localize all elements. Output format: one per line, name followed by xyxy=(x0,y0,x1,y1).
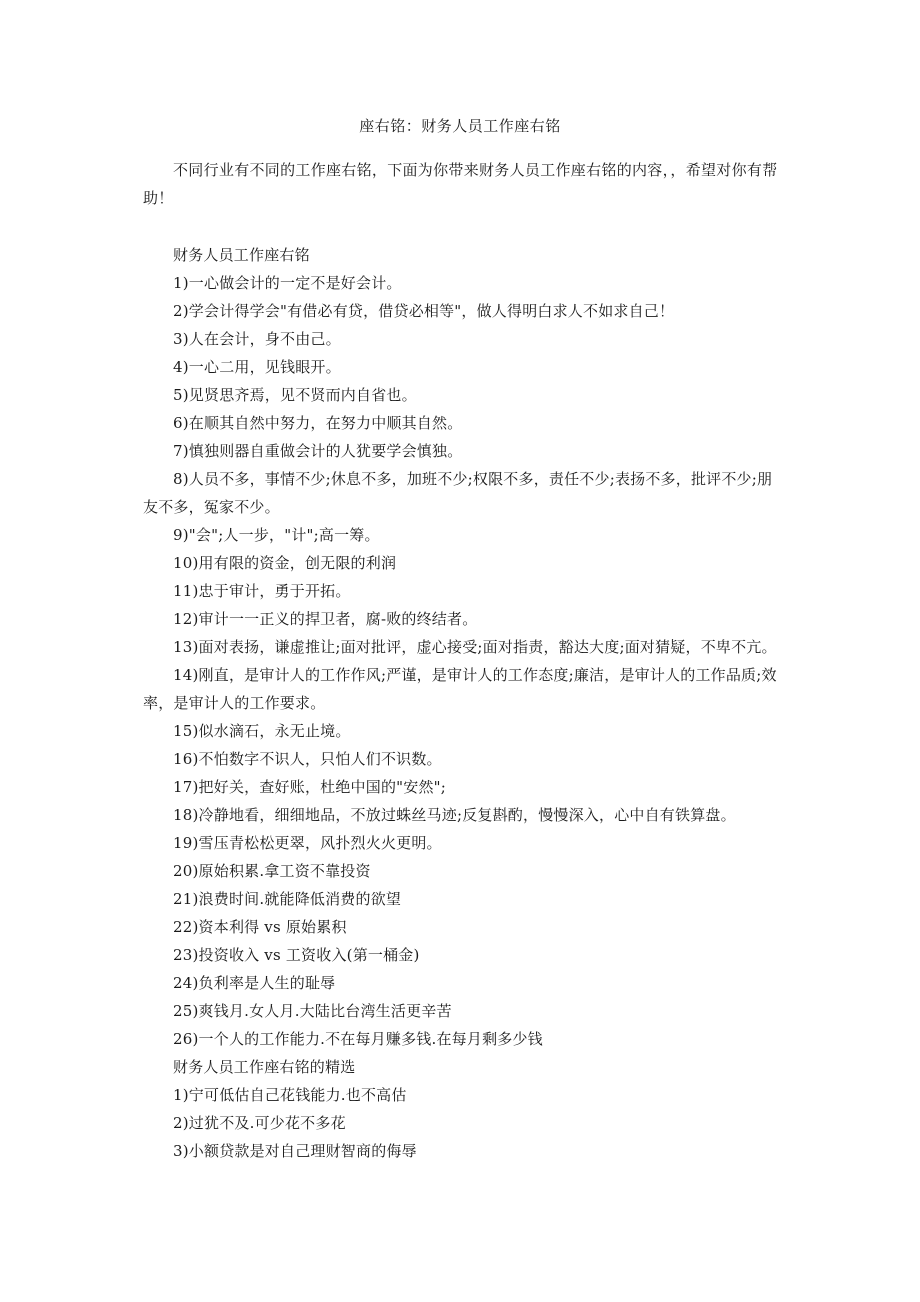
list-item: 4)一心二用，见钱眼开。 xyxy=(173,358,341,376)
list-item: 19)雪压青松松更翠，风扑烈火火更明。 xyxy=(173,834,442,852)
document-title: 座右铭：财务人员工作座右铭 xyxy=(359,117,561,135)
list-item: 22)资本利得 vs 原始累积 xyxy=(173,918,347,936)
list-item: 2)过犹不及.可少花不多花 xyxy=(173,1114,346,1132)
list-item: 12)审计一一正义的捍卫者，腐-败的终结者。 xyxy=(173,610,478,628)
list-item: 8)人员不多，事情不少;休息不多，加班不少;权限不多，责任不少;表扬不多，批评不少;朋友不多，冤家不少。 xyxy=(143,470,773,516)
list-item: 23)投资收入 vs 工资收入(第一桶金) xyxy=(173,946,420,964)
list-item: 2)学会计得学会"有借必有贷，借贷必相等"，做人得明白求人不如求自己！ xyxy=(173,302,675,320)
list-item: 5)见贤思齐焉，见不贤而内自省也。 xyxy=(173,386,417,404)
list-item: 13)面对表扬，谦虚推让;面对批评，虚心接受;面对指责，豁达大度;面对猜疑，不卑不亢。 xyxy=(173,638,777,656)
list-item: 16)不怕数字不识人，只怕人们不识数。 xyxy=(173,750,442,768)
list-item: 17)把好关，查好账，杜绝中国的"安然"; xyxy=(173,778,446,796)
list-item: 3)小额贷款是对自己理财智商的侮辱 xyxy=(173,1142,417,1160)
list-item: 10)用有限的资金，创无限的利润 xyxy=(173,554,397,572)
list-item: 3)人在会计，身不由己。 xyxy=(173,330,341,348)
section-heading: 财务人员工作座右铭的精选 xyxy=(173,1058,356,1076)
intro-paragraph: 不同行业有不同的工作座右铭，下面为你带来财务人员工作座右铭的内容，，希望对你有帮助！ xyxy=(143,161,778,207)
list-item: 20)原始积累.拿工资不靠投资 xyxy=(173,862,371,880)
list-item: 24)负利率是人生的耻辱 xyxy=(173,974,336,992)
list-item: 1)宁可低估自己花钱能力.也不高估 xyxy=(173,1086,407,1104)
list-item: 11)忠于审计，勇于开拓。 xyxy=(173,582,351,600)
motto-list xyxy=(143,241,783,1165)
list-item: 21)浪费时间.就能降低消费的欲望 xyxy=(173,890,402,908)
list-item: 1)一心做会计的一定不是好会计。 xyxy=(173,274,402,292)
list-item: 26)一个人的工作能力.不在每月赚多钱.在每月剩多少钱 xyxy=(173,1030,543,1048)
list-item: 18)冷静地看，细细地品，不放过蛛丝马迹;反复斟酌，慢慢深入，心中自有铁算盘。 xyxy=(173,806,736,824)
list-item: 14)刚直，是审计人的工作作风;严谨，是审计人的工作态度;廉洁，是审计人的工作品质;效率，是审计人的工作要求。 xyxy=(143,666,777,712)
section-heading: 财务人员工作座右铭 xyxy=(173,246,310,264)
list-item: 15)似水滴石，永无止境。 xyxy=(173,722,351,740)
list-item: 25)爽钱月.女人月.大陆比台湾生活更辛苦 xyxy=(173,1002,452,1020)
list-item: 9)"会";人一步，"计";高一筹。 xyxy=(173,526,380,544)
list-item: 7)慎独则器自重做会计的人犹要学会慎独。 xyxy=(173,442,463,460)
list-item: 6)在顺其自然中努力，在努力中顺其自然。 xyxy=(173,414,463,432)
